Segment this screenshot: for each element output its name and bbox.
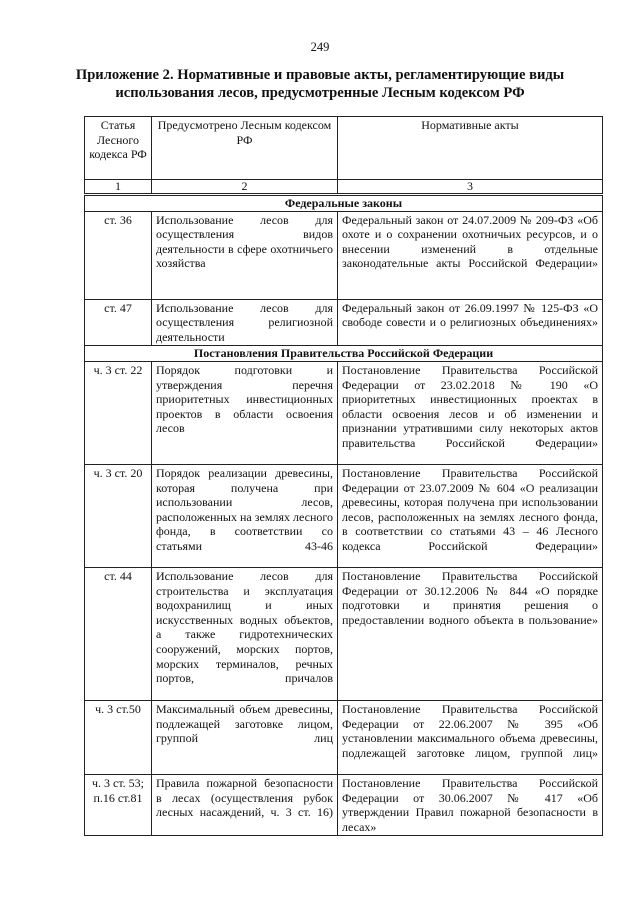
section-title: Федеральные законы: [85, 195, 603, 212]
act-cell: Федеральный закон от 26.09.1997 № 125-ФЗ «О свободе совести и о религиозных объединениях»: [338, 299, 603, 346]
header-article: Статья Лесного кодекса РФ: [85, 117, 152, 180]
use-cell: Порядок реализации древесины, которая получена при использовании лесов, расположенных на землях лесного фонда, в соответствии со статьями 43-46: [152, 464, 338, 567]
table-row: [85, 211, 603, 299]
article-cell: ч. 3 ст. 20: [85, 464, 152, 567]
use-cell: Использование лесов для строительства и эксплуатация водохранилищ и иных искусственных водных объектов, а также гидротехнических сооружений, морских портов, морских терминалов, речных портов, причалов: [152, 567, 338, 700]
column-number: 3: [338, 180, 603, 195]
article-cell: ч. 3 ст. 53; п.16 ст.81: [85, 774, 152, 835]
use-cell: Порядок подготовки и утверждения перечня приоритетных инвестиционных проектов в области освоения лесов: [152, 361, 338, 464]
normative-acts-table: [84, 116, 603, 836]
section-federal-laws: [85, 195, 603, 212]
act-cell: Постановление Правительства Российской Федерации от 23.07.2009 № 604 «О реализации древесины, которая получена при использовании лесов, расположенных на землях лесного фонда, в соответствии со статьями 43 – 46 Лесного кодекса Российской Федерации»: [338, 464, 603, 567]
article-cell: ч. 3 ст.50: [85, 700, 152, 774]
use-cell: Использование лесов для осуществления религиозной деятельности: [152, 299, 338, 346]
column-number-row: [85, 180, 603, 195]
act-cell: Постановление Правительства Российской Федерации от 23.02.2018 № 190 «О приоритетных инвестиционных проектах в области освоения лесов и об изменении и признании утратившими силу некоторых актов правительства Российской Федерации»: [338, 361, 603, 464]
act-cell: Постановление Правительства Российской Федерации от 30.12.2006 № 844 «О порядке подготовки и принятия решения о предоставлении водного объекта в пользование»: [338, 567, 603, 700]
act-cell: Федеральный закон от 24.07.2009 № 209-ФЗ «Об охоте и о сохранении охотничьих ресурсов, и о внесении изменений в отдельные законодательные акты Российской Федерации»: [338, 211, 603, 299]
table-header-row: [85, 117, 603, 180]
table-row: [85, 774, 603, 835]
article-cell: ст. 44: [85, 567, 152, 700]
article-cell: ст. 47: [85, 299, 152, 346]
header-forest-code-provision: Предусмотрено Лесным кодексом РФ: [152, 117, 338, 180]
article-cell: ч. 3 ст. 22: [85, 361, 152, 464]
table-row: [85, 700, 603, 774]
table-row: [85, 464, 603, 567]
column-number: 1: [85, 180, 152, 195]
use-cell: Правила пожарной безопасности в лесах (осуществления рубок лесных насаждений, ч. 3 ст. 16): [152, 774, 338, 835]
article-cell: ст. 36: [85, 211, 152, 299]
document-title: Приложение 2. Нормативные и правовые акты, регламентирующие виды использования лесов, предусмотренные Лесным кодексом РФ: [75, 67, 565, 101]
column-number: 2: [152, 180, 338, 195]
section-title: Постановления Правительства Российской Федерации: [85, 346, 603, 362]
table-row: [85, 567, 603, 700]
table-row: [85, 361, 603, 464]
header-normative-acts: Нормативные акты: [338, 117, 603, 180]
page-number: 249: [310, 40, 330, 54]
use-cell: Максимальный объем древесины, подлежащей заготовке лицом, группой лиц: [152, 700, 338, 774]
act-cell: Постановление Правительства Российской Федерации от 22.06.2007 № 395 «Об установлении максимального объема древесины, подлежащей заготовке лицом, группой лиц»: [338, 700, 603, 774]
table-row: [85, 299, 603, 346]
use-cell: Использование лесов для осуществления видов деятельности в сфере охотничьего хозяйства: [152, 211, 338, 299]
act-cell: Постановление Правительства Российской Федерации от 30.06.2007 № 417 «Об утверждении Правил пожарной безопасности в лесах»: [338, 774, 603, 835]
section-government-decrees: [85, 346, 603, 362]
